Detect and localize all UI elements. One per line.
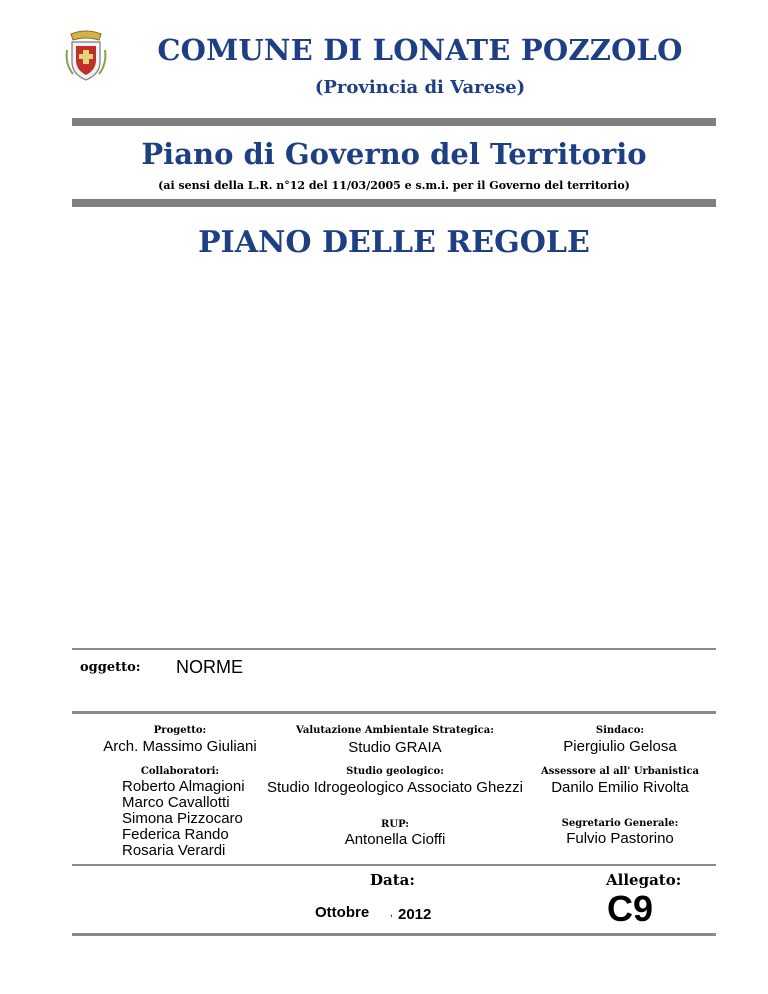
- vas-label: Valutazione Ambientale Strategica:: [296, 725, 494, 736]
- oggetto-label: oggetto:: [80, 660, 141, 675]
- collaboratori-block: [80, 766, 280, 777]
- section-title: PIANO DELLE REGOLE: [198, 225, 590, 260]
- vas-value: Studio GRAIA: [348, 739, 442, 756]
- provincia-subtitle: (Provincia di Varese): [314, 77, 526, 98]
- geologico-label: Studio geologico:: [346, 766, 444, 777]
- rup-value: Antonella Cioffi: [344, 831, 446, 848]
- list-item: Simona Pizzocaro: [122, 810, 243, 827]
- assessore-value: Danilo Emilio Rivolta: [551, 779, 689, 796]
- assessore-label: Assessore al all' Urbanistica: [541, 766, 699, 777]
- list-item: Federica Rando: [122, 826, 229, 843]
- data-year: 2012: [398, 906, 432, 923]
- allegato-value: C9: [607, 888, 654, 929]
- list-item: Rosaria Verardi: [122, 842, 226, 859]
- plan-title: Piano di Governo del Territorio: [141, 137, 647, 171]
- progetto-label: Progetto:: [153, 725, 207, 736]
- allegato-label: Allegato:: [606, 871, 682, 889]
- collaboratori-list: [122, 779, 282, 859]
- footer-top-rule: [72, 864, 716, 866]
- progetto-block: [80, 725, 280, 755]
- sindaco-label: Sindaco:: [595, 725, 645, 736]
- credits-top-rule: [72, 711, 716, 714]
- plan-divider: [72, 199, 716, 207]
- geologico-value: Studio Idrogeologico Associato Ghezzi: [267, 779, 523, 796]
- list-item: Roberto Almagioni: [122, 778, 245, 795]
- data-label: Data:: [370, 871, 415, 889]
- vas-block: [260, 725, 530, 756]
- oggetto-value: NORME: [176, 657, 243, 677]
- assessore-block: [520, 766, 720, 796]
- list-item: Marco Cavallotti: [122, 794, 230, 811]
- coat-of-arms-icon: [63, 30, 109, 82]
- comune-title: COMUNE DI LONATE POZZOLO: [157, 33, 683, 67]
- rup-label: RUP:: [381, 819, 409, 830]
- footer-bottom-rule: [72, 933, 716, 936]
- segretario-block: [520, 818, 720, 847]
- collaboratori-label: Collaboratori:: [140, 766, 220, 777]
- oggetto-top-rule: [72, 648, 716, 650]
- sindaco-value: Piergiulio Gelosa: [563, 738, 677, 755]
- progetto-value: Arch. Massimo Giuliani: [103, 738, 257, 755]
- segretario-label: Segretario Generale:: [561, 818, 679, 829]
- data-month: Ottobre: [315, 904, 370, 921]
- segretario-value: Fulvio Pastorino: [566, 830, 674, 847]
- geologico-block: [260, 766, 530, 796]
- header-divider: [72, 118, 716, 126]
- data-separator: ,: [390, 908, 393, 919]
- plan-subtitle: (ai sensi della L.R. n°12 del 11/03/2005 e s.m.i. per il Governo del territorio): [158, 179, 630, 192]
- sindaco-block: [520, 725, 720, 755]
- rup-block: [260, 819, 530, 848]
